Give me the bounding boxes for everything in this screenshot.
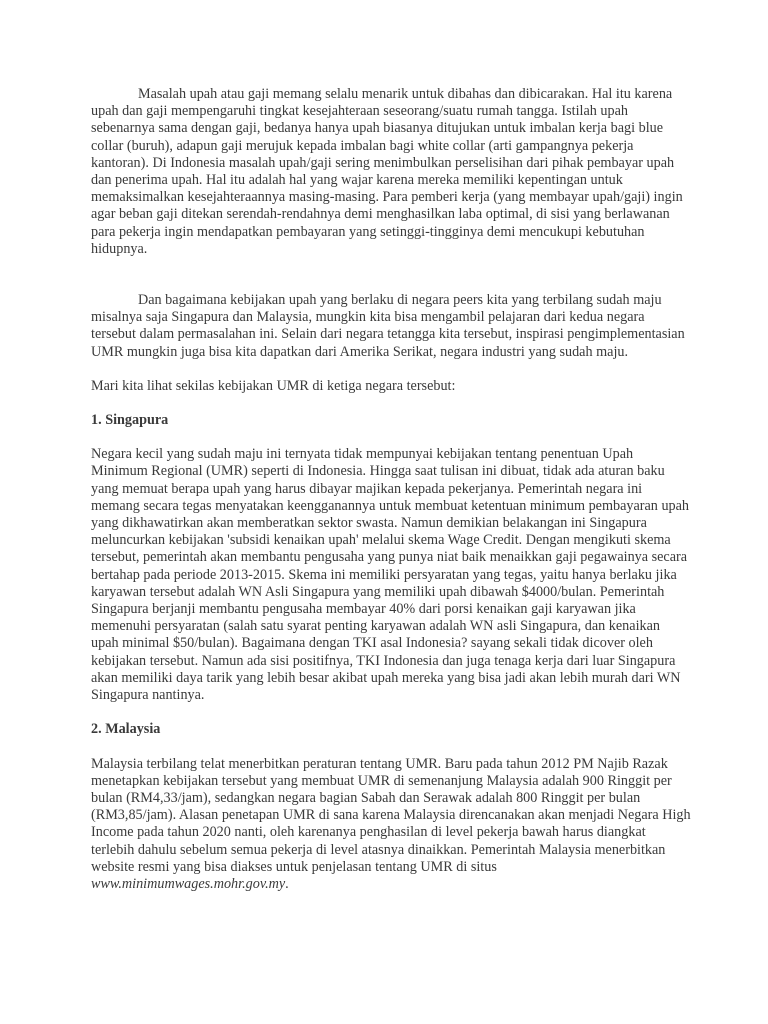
heading-singapura: 1. Singapura bbox=[91, 412, 169, 429]
paragraph-malaysia bbox=[91, 756, 691, 894]
paragraph-singapura: Negara kecil yang sudah maju ini ternyata tidak mempunyai kebijakan tentang penentuan Upah Minimum Regional (UMR) seperti di Indonesia. Hingga saat tulisan ini dibuat, tidak ada aturan baku yang memuat berapa upah yang harus dibayar majikan kepada pekerjanya. Pemerintah negara ini memang secara tegas menyatakan keengganannya untuk membuat ketentuan minimum pembayaran upah yang dikhawatirkan akan memberatkan sektor swasta. Namun demikian belakangan ini Singapura meluncurkan kebijakan 'subsidi kenaikan upah' melalui skema Wage Credit. Dengan mengikuti skema tersebut, pemerintah akan membantu pengusaha yang punya niat baik menaikkan gaji pegawainya secara bertahap pada periode 2013-2015. Skema ini memiliki persyaratan yang tegas, yaitu hanya berlaku jika karyawan tersebut adalah WN Asli Singapura yang memiliki upah dibawah $4000/bulan. Pemerintah Singapura berjanji membantu pengusaha membayar 40% dari porsi kenaikan gaji karyawan jika memenuhi persyaratan (salah satu syarat penting karyawan adalah WN asli Singapura, dan kenaikan upah minimal $50/bulan). Bagaimana dengan TKI asal Indonesia? sayang sekali tidak dicover oleh kebijakan tersebut. Namun ada sisi positifnya, TKI Indonesia dan juga tenaga kerja dari luar Singapura akan memiliki daya tarik yang lebih besar akibat upah mereka yang bisa jadi akan lebih murah dari WN Singapura nantinya. bbox=[91, 446, 690, 704]
malaysia-website-url: www.minimumwages.mohr.gov.my bbox=[91, 875, 286, 892]
heading-malaysia: 2. Malaysia bbox=[91, 721, 161, 738]
document-body bbox=[91, 86, 691, 893]
paragraph-intro-1: Masalah upah atau gaji memang selalu menarik untuk dibahas dan dibicarakan. Hal itu karena upah dan gaji mempengaruhi tingkat kesejahteraan seseorang/suatu rumah tangga. Istilah upah sebenarnya sama dengan gaji, bedanya hanya upah biasanya ditujukan untuk imbalan kerja bagi blue collar (buruh), adapun gaji merujuk kepada imbalan bagi white collar (arti gampangnya pekerja kantoran). Di Indonesia masalah upah/gaji sering menimbulkan perselisihan dari pihak pembayar upah dan penerima upah. Hal itu adalah hal yang wajar karena mereka memiliki kepentingan untuk memaksimalkan kesejahteraannya masing-masing. Para pemberi kerja (yang membayar upah/gaji) ingin agar beban gaji ditekan serendah-rendahnya demi menghasilkan laba optimal, di sisi yang berlawanan para pekerja ingin mendapatkan pembayaran yang setinggi-tingginya demi mencukupi kebutuhan hidupnya. bbox=[91, 86, 683, 257]
paragraph-intro-2: Dan bagaimana kebijakan upah yang berlaku di negara peers kita yang terbilang sudah maju misalnya saja Singapura dan Malaysia, mungkin kita bisa mengambil pelajaran dari kedua negara tersebut dalam permasalahan ini. Selain dari negara tetangga kita tersebut, inspirasi pengimplementasian UMR mungkin juga bisa kita dapatkan dari Amerika Serikat, negara industri yang sudah maju. bbox=[91, 292, 685, 360]
paragraph-malaysia-end: . bbox=[285, 875, 289, 892]
paragraph-lead: Mari kita lihat sekilas kebijakan UMR di ketiga negara tersebut: bbox=[91, 377, 456, 394]
paragraph-malaysia-text: Malaysia terbilang telat menerbitkan peraturan tentang UMR. Baru pada tahun 2012 PM Najib Razak menetapkan kebijakan tersebut yang membuat UMR di semenanjung Malaysia adalah 900 Ringgit per bulan (RM4,33/jam), sedangkan negara bagian Sabah dan Serawak adalah 800 Ringgit per bulan (RM3,85/jam). Alasan penetapan UMR di sana karena Malaysia direncanakan akan menjadi Negara High Income pada tahun 2020 nanti, oleh karenanya penghasilan di level pekerja bawah harus diangkat terlebih dahulu sebelum semua pekerja di level atasnya dinaikkan. Pemerintah Malaysia menerbitkan website resmi yang bisa diakses untuk penjelasan tentang UMR di situs bbox=[91, 755, 691, 875]
